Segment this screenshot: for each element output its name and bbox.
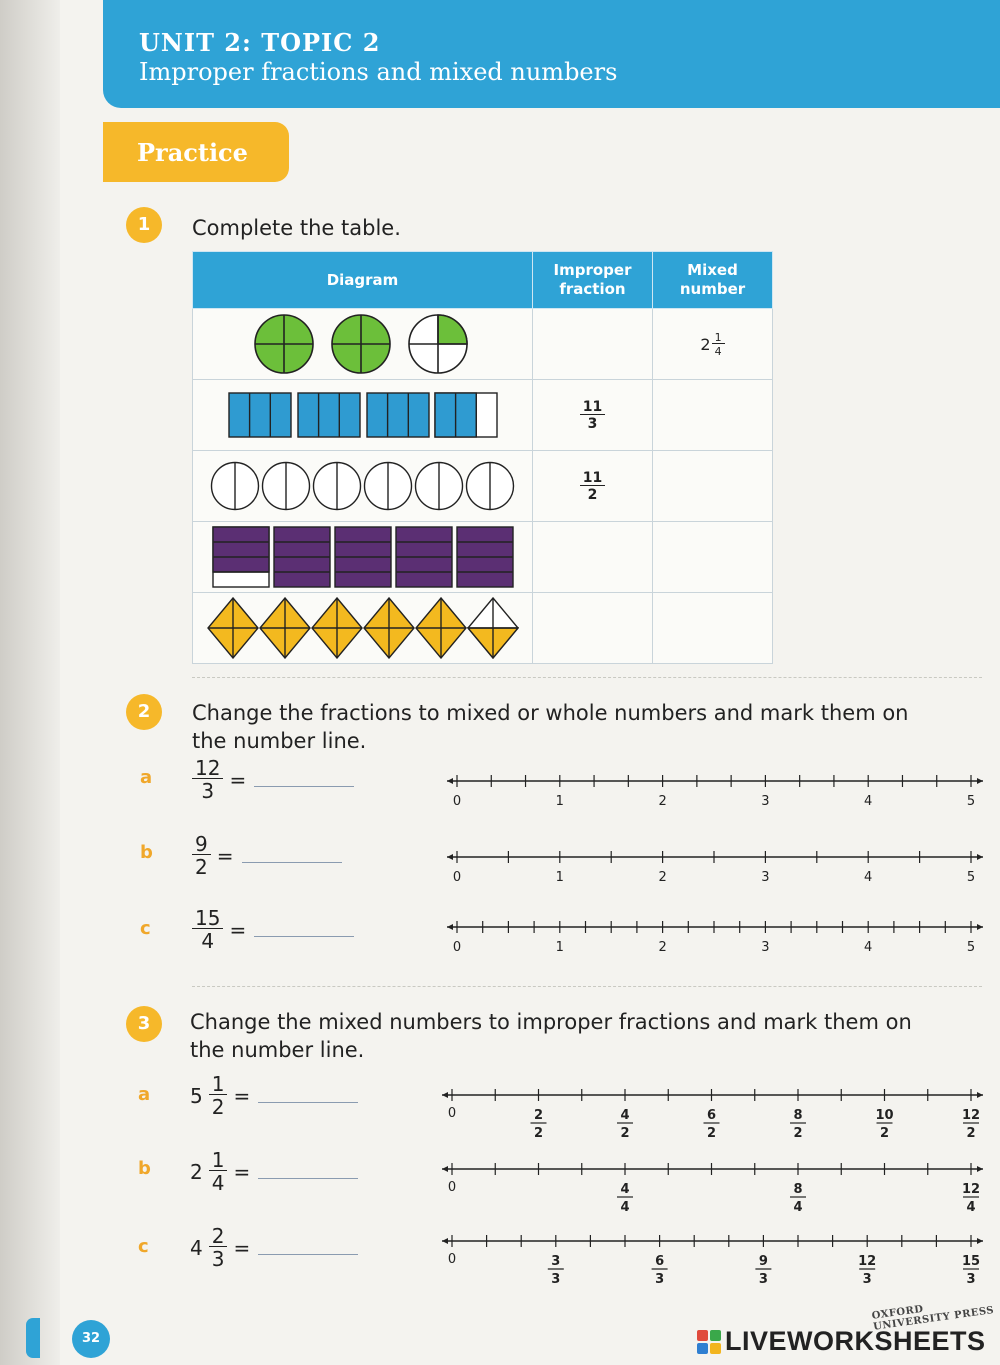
header-improper-fraction: Improper fraction — [533, 252, 653, 309]
improper-fraction-answer-cell[interactable] — [533, 309, 653, 380]
mixed-number-cell — [653, 309, 773, 380]
tick-fraction-label — [962, 1182, 980, 1215]
tick-label: 3 — [761, 940, 770, 955]
improper-numerator: 11 — [580, 471, 605, 486]
tick-fraction-label — [617, 1182, 633, 1215]
diagram-cell — [193, 593, 533, 664]
numerator: 9 — [192, 834, 211, 855]
numerator: 1 — [209, 1150, 228, 1171]
tick-fraction-label — [962, 1254, 980, 1287]
section-divider — [192, 986, 982, 987]
section-divider — [192, 677, 982, 678]
tick-label-denominator: 3 — [655, 1272, 665, 1287]
equals-sign: = — [233, 1159, 251, 1184]
tick-label-denominator: 3 — [758, 1272, 768, 1287]
arrow-right-icon — [977, 854, 983, 860]
tick-label-numerator: 6 — [655, 1254, 665, 1269]
tick-label: 0 — [452, 870, 462, 885]
mixed-fraction — [712, 332, 725, 357]
mixed-number-value — [700, 330, 724, 358]
arrow-left-icon — [442, 1166, 448, 1172]
book-spine-shadow — [0, 0, 60, 1365]
tick-label-numerator: 4 — [620, 1108, 630, 1123]
green-circles-diagram — [253, 313, 473, 375]
q2-c-fraction — [192, 908, 223, 951]
q2-item-a-expression — [192, 758, 354, 801]
table-row — [193, 309, 773, 380]
denominator: 3 — [201, 779, 215, 803]
tick-label: 3 — [761, 794, 770, 809]
mixed-number-answer-cell[interactable] — [653, 451, 773, 522]
numerator: 1 — [209, 1074, 228, 1095]
publisher-imprint: OXFORD UNIVERSITY PRESS — [871, 1303, 995, 1333]
table-row — [193, 593, 773, 664]
tick-label: 2 — [658, 940, 667, 955]
tick-fraction-label — [875, 1108, 893, 1141]
improper-fraction-cell — [533, 451, 653, 522]
tick-label-numerator: 8 — [793, 1108, 803, 1123]
tick-label-denominator: 4 — [793, 1200, 803, 1215]
tick-label-numerator: 6 — [706, 1108, 717, 1123]
q3-b-number-line[interactable] — [440, 1160, 985, 1224]
q3-a-fraction — [209, 1074, 228, 1117]
tick-label: 4 — [864, 870, 873, 885]
arrow-left-icon — [447, 778, 453, 784]
tick-label: 0 — [452, 940, 462, 955]
question-1-text: Complete the table. — [192, 216, 401, 240]
unit-banner — [103, 0, 1000, 108]
table-header-row — [193, 252, 773, 309]
improper-fraction-answer-cell[interactable] — [533, 593, 653, 664]
q3-item-b-letter: b — [138, 1158, 151, 1179]
mixed-number-answer-cell[interactable] — [653, 522, 773, 593]
improper-fraction-answer-cell[interactable] — [533, 522, 653, 593]
numerator: 2 — [209, 1226, 228, 1247]
tick-label: 3 — [761, 870, 770, 885]
question-3-text-line2: the number line. — [190, 1038, 365, 1062]
equals-sign: = — [233, 1083, 251, 1108]
header-mixed-number: Mixed number — [653, 252, 773, 309]
tick-label-denominator: 3 — [551, 1272, 561, 1287]
liveworksheets-watermark — [697, 1326, 986, 1357]
tick-fraction-label — [755, 1254, 771, 1287]
improper-denominator: 2 — [587, 486, 598, 503]
q3-item-a-expression — [190, 1074, 358, 1117]
tick-label-numerator: 10 — [875, 1108, 894, 1123]
arrow-left-icon — [442, 1092, 448, 1098]
question-3-text-line1: Change the mixed numbers to improper fractions and mark them on — [190, 1010, 912, 1034]
tick-label-numerator: 15 — [961, 1254, 981, 1269]
tick-label-denominator: 4 — [620, 1200, 630, 1215]
mixed-number-answer-cell[interactable] — [653, 380, 773, 451]
question-3-badge: 3 — [126, 1006, 162, 1042]
q2-item-c-expression — [192, 908, 354, 951]
table-row — [193, 522, 773, 593]
numerator: 15 — [192, 908, 223, 929]
arrow-right-icon — [977, 1166, 983, 1172]
tick-fraction-label — [531, 1108, 547, 1141]
tick-label-numerator: 2 — [533, 1108, 544, 1123]
tick-label: 4 — [864, 940, 873, 955]
tick-label: 1 — [555, 870, 564, 885]
q2-item-b-letter: b — [140, 842, 153, 863]
tick-label-denominator: 2 — [793, 1126, 803, 1141]
q3-item-c-expression — [190, 1226, 358, 1269]
improper-fraction-value — [580, 471, 605, 502]
tick-label-denominator: 2 — [533, 1126, 544, 1141]
tick-fraction-label — [790, 1108, 806, 1141]
tick-label-denominator: 3 — [862, 1272, 872, 1287]
logo-tile-l — [697, 1330, 708, 1341]
q3-c-number-line[interactable] — [440, 1232, 985, 1296]
tick-label: 1 — [555, 794, 564, 809]
fractions-table — [192, 251, 773, 664]
whole-number: 4 — [190, 1235, 203, 1260]
white-circles-diagram — [210, 461, 516, 511]
table-row — [193, 451, 773, 522]
denominator: 4 — [201, 929, 215, 953]
mixed-whole: 2 — [700, 334, 711, 354]
unit-title: UNIT 2: TOPIC 2 — [139, 28, 381, 57]
q2-c-answer-blank[interactable] — [254, 936, 354, 937]
arrow-right-icon — [977, 924, 983, 930]
q2-b-fraction — [192, 834, 211, 877]
equals-sign: = — [229, 917, 247, 942]
tick-label: 5 — [966, 940, 976, 955]
question-1-badge: 1 — [126, 207, 162, 243]
tick-label-numerator: 3 — [551, 1254, 561, 1269]
question-2-badge: 2 — [126, 694, 162, 730]
q3-item-c-letter: c — [138, 1236, 149, 1257]
q3-item-b-expression — [190, 1150, 358, 1193]
improper-fraction-cell — [533, 380, 653, 451]
question-2-text-line2: the number line. — [192, 729, 367, 753]
denominator: 3 — [211, 1247, 225, 1271]
logo-tile-i — [710, 1330, 721, 1341]
q2-b-answer-blank[interactable] — [242, 862, 342, 863]
improper-numerator: 11 — [580, 400, 605, 415]
tick-label-numerator: 9 — [758, 1254, 768, 1269]
q3-a-answer-blank[interactable] — [258, 1102, 358, 1103]
unit-subtitle: Improper fractions and mixed numbers — [139, 58, 618, 86]
tick-fraction-label — [790, 1182, 806, 1215]
q2-a-number-line[interactable] — [445, 772, 985, 812]
tick-label-numerator: 8 — [793, 1182, 803, 1197]
mixed-numerator: 1 — [712, 332, 725, 344]
logo-tile-e — [710, 1343, 721, 1354]
tick-fraction-label — [704, 1108, 720, 1141]
question-2-text-line1: Change the fractions to mixed or whole numbers and mark them on — [192, 701, 909, 725]
tick-label: 5 — [966, 870, 976, 885]
q2-c-number-line[interactable] — [445, 918, 985, 958]
arrow-left-icon — [442, 1238, 448, 1244]
improper-fraction-value — [580, 400, 605, 431]
q3-item-a-letter: a — [138, 1084, 151, 1105]
watermark-text: LIVEWORKSHEETS — [725, 1326, 986, 1356]
q3-b-fraction — [209, 1150, 228, 1193]
q2-a-fraction — [192, 758, 223, 801]
page-number: 32 — [72, 1320, 110, 1358]
denominator: 2 — [211, 1095, 225, 1119]
improper-denominator: 3 — [587, 415, 598, 432]
q2-b-number-line[interactable] — [445, 848, 985, 888]
tick-fraction-label — [652, 1254, 668, 1287]
tick-label-denominator: 2 — [706, 1126, 717, 1141]
tick-label-numerator: 12 — [961, 1182, 981, 1197]
equals-sign: = — [229, 767, 247, 792]
q3-a-number-line[interactable] — [440, 1086, 985, 1150]
header-diagram: Diagram — [193, 252, 533, 309]
diagram-cell — [193, 309, 533, 380]
arrow-right-icon — [977, 778, 983, 784]
tick-fraction-label — [858, 1254, 876, 1287]
tick-label: 0 — [447, 1180, 457, 1195]
tick-label-numerator: 12 — [858, 1254, 877, 1269]
whole-number: 2 — [190, 1159, 203, 1184]
arrow-left-icon — [447, 924, 453, 930]
liveworksheets-logo-icon — [697, 1330, 721, 1354]
q2-a-answer-blank[interactable] — [254, 786, 354, 787]
arrow-right-icon — [977, 1238, 983, 1244]
blue-rectangles-diagram — [228, 392, 498, 438]
practice-label-text: Practice — [137, 138, 248, 167]
diagram-cell — [193, 380, 533, 451]
tick-fraction-label — [548, 1254, 564, 1287]
whole-number: 5 — [190, 1083, 203, 1108]
q3-c-fraction — [209, 1226, 228, 1269]
diagram-cell — [193, 522, 533, 593]
tick-label-denominator: 2 — [966, 1126, 976, 1141]
q3-b-answer-blank[interactable] — [258, 1178, 358, 1179]
arrow-right-icon — [977, 1092, 983, 1098]
tick-label: 0 — [447, 1252, 457, 1267]
q3-c-answer-blank[interactable] — [258, 1254, 358, 1255]
equals-sign: = — [216, 843, 234, 868]
practice-label — [103, 122, 289, 182]
purple-squares-diagram — [212, 526, 514, 588]
table-row — [193, 380, 773, 451]
tick-fraction-label — [617, 1108, 633, 1141]
tick-fraction-label — [962, 1108, 980, 1141]
denominator: 2 — [195, 855, 208, 879]
tick-label: 0 — [447, 1106, 457, 1121]
tick-label-denominator: 4 — [966, 1200, 976, 1215]
tick-label: 4 — [864, 794, 873, 809]
tick-label: 1 — [555, 940, 564, 955]
page-edge-tab — [26, 1318, 40, 1358]
arrow-left-icon — [447, 854, 453, 860]
denominator: 4 — [211, 1171, 225, 1195]
mixed-number-answer-cell[interactable] — [653, 593, 773, 664]
q2-item-a-letter: a — [140, 767, 153, 788]
tick-label: 5 — [966, 794, 976, 809]
yellow-kites-diagram — [207, 597, 519, 659]
tick-label: 2 — [658, 794, 667, 809]
tick-label-denominator: 2 — [879, 1126, 890, 1141]
diagram-cell — [193, 451, 533, 522]
tick-label: 2 — [658, 870, 667, 885]
equals-sign: = — [233, 1235, 251, 1260]
tick-label: 0 — [452, 794, 462, 809]
logo-tile-v — [697, 1343, 708, 1354]
tick-label-numerator: 12 — [961, 1108, 981, 1123]
q2-item-b-expression — [192, 834, 342, 877]
tick-label-numerator: 4 — [620, 1182, 630, 1197]
tick-label-denominator: 2 — [620, 1126, 630, 1141]
numerator: 12 — [192, 758, 223, 779]
mixed-denominator: 4 — [714, 344, 722, 358]
q2-item-c-letter: c — [140, 918, 151, 939]
tick-label-denominator: 3 — [966, 1272, 976, 1287]
